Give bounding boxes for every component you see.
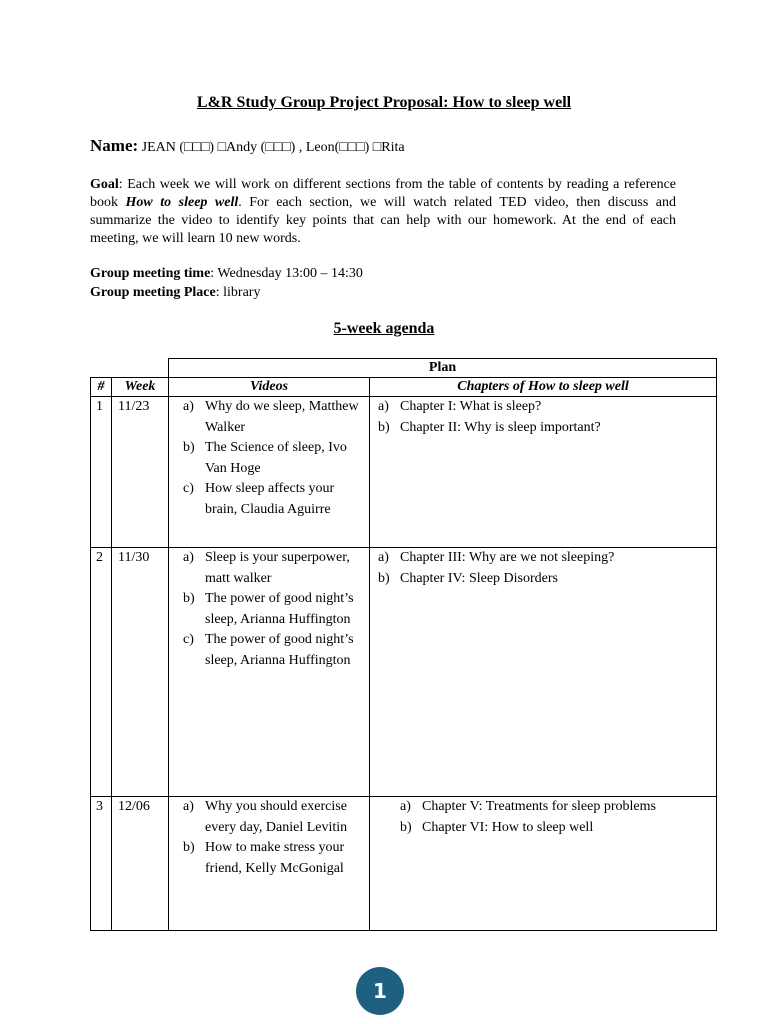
row-videos xyxy=(169,397,370,548)
table-row xyxy=(91,797,717,931)
list-item: b) The power of good night’s sleep, Arianna Huffington xyxy=(183,591,354,627)
list-item: b) How to make stress your friend, Kelly McGonigal xyxy=(183,840,345,876)
row-chapters xyxy=(370,548,717,797)
row-num: 1 xyxy=(91,397,112,548)
plan-header: Plan xyxy=(169,359,717,378)
agenda-plan-header-row xyxy=(91,359,717,378)
table-row xyxy=(91,397,717,548)
row-chapters xyxy=(370,397,717,548)
row-num: 3 xyxy=(91,797,112,931)
list-item: a) Sleep is your superpower, matt walker xyxy=(183,550,350,586)
table-row xyxy=(91,548,717,797)
meeting-place-label: Group meeting Place xyxy=(90,285,216,300)
meeting-place-value: : library xyxy=(215,285,261,300)
header-videos: Videos xyxy=(169,378,370,397)
list-item: b) Chapter VI: How to sleep well xyxy=(400,819,594,835)
meeting-time-value: : Wednesday 13:00 – 14:30 xyxy=(210,266,363,281)
list-item: c) How sleep affects your brain, Claudia Aguirre xyxy=(183,481,335,517)
meeting-time-line xyxy=(90,265,363,283)
names-line xyxy=(90,136,405,156)
agenda-title: 5-week agenda xyxy=(333,320,435,337)
goal-paragraph xyxy=(90,176,676,248)
list-item: a) Chapter III: Why are we not sleeping? xyxy=(378,550,615,565)
meeting-time-label: Group meeting time xyxy=(90,266,211,281)
row-videos xyxy=(169,797,370,931)
document-title: L&R Study Group Project Proposal: How to sleep well xyxy=(196,94,572,111)
goal-text-2: . For each section, we will watch related TED video, then discuss and summarize the video to identify key points that can help with our homework. At the end of each meeting, we will learn 10 new words. xyxy=(90,195,676,246)
meeting-place-line xyxy=(90,284,260,302)
list-item: b) Chapter II: Why is sleep important? xyxy=(378,419,601,435)
names-value: JEAN (□□□) □Andy (□□□) , Leon(□□□) □Rita xyxy=(141,140,405,155)
agenda-header-blank xyxy=(91,359,169,378)
names-label: Name: xyxy=(90,136,139,155)
agenda-table xyxy=(90,358,717,931)
row-num: 2 xyxy=(91,548,112,797)
list-item: c) The power of good night’s sleep, Arianna Huffington xyxy=(183,632,354,668)
header-chapters: Chapters of How to sleep well xyxy=(370,378,717,397)
header-num: # xyxy=(91,378,112,397)
page-number-badge: 1 xyxy=(356,967,404,1015)
list-item: a) Why you should exercise every day, Daniel Levitin xyxy=(183,799,348,835)
list-item: a) Chapter V: Treatments for sleep problems xyxy=(400,799,656,814)
goal-label: Goal xyxy=(90,177,119,192)
goal-book-title: How to sleep well xyxy=(125,195,239,210)
list-item: b) The Science of sleep, Ivo Van Hoge xyxy=(183,440,347,476)
row-week: 12/06 xyxy=(112,797,169,931)
row-week: 11/30 xyxy=(112,548,169,797)
row-week: 11/23 xyxy=(112,397,169,548)
agenda-column-header-row xyxy=(91,378,717,397)
goal-text-1: : Each week we will work on different sections from the table of contents by reading a reference book xyxy=(90,177,676,210)
row-videos xyxy=(169,548,370,797)
list-item: a) Chapter I: What is sleep? xyxy=(378,399,542,414)
header-week: Week xyxy=(112,378,169,397)
row-chapters xyxy=(370,797,717,931)
list-item: a) Why do we sleep, Matthew Walker xyxy=(183,399,359,435)
list-item: b) Chapter IV: Sleep Disorders xyxy=(378,570,558,586)
